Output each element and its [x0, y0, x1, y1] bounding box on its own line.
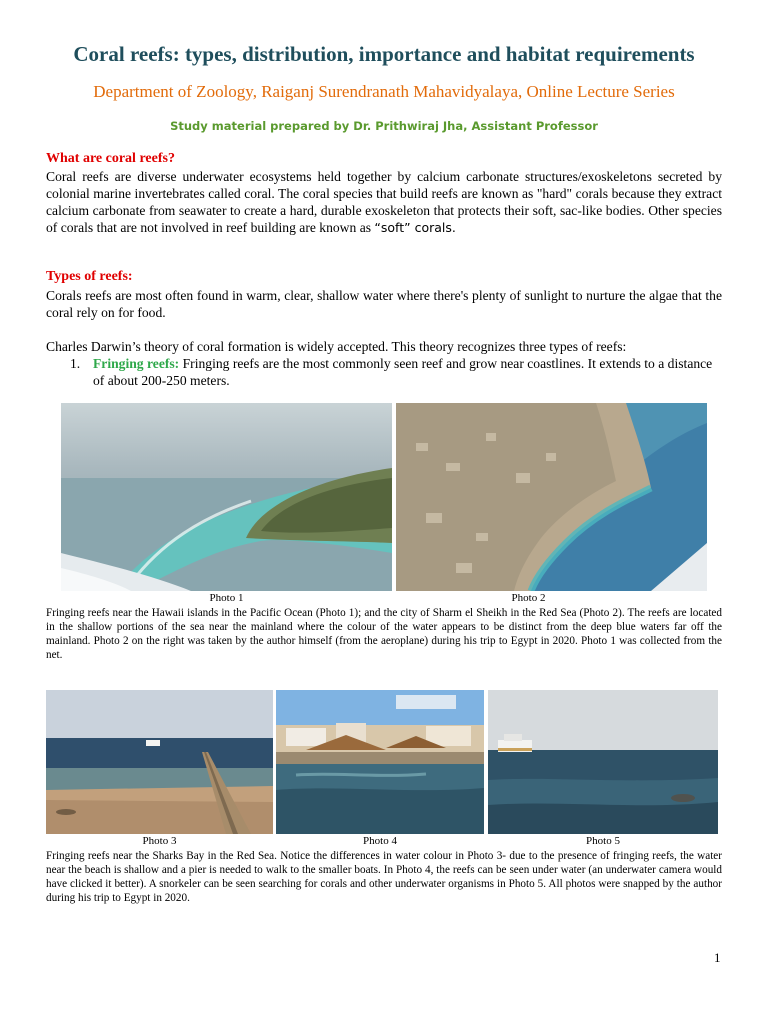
- soft-corals-text: “soft” corals.: [374, 220, 456, 235]
- photo-1-label: Photo 1: [209, 592, 244, 604]
- figure-1-caption: Fringing reefs near the Hawaii islands in the Pacific Ocean (Photo 1); and the city of Sharm el Sheikh in the Red Sea (Photo 2). The reefs are located in the shallow portions of the sea near the mainland where the colour of the water appears to be distinct from the deep blue waters far off the mainland. Photo 2 on the right was taken by the author himself (from the aeroplane) during his trip to Egypt in 2020. Photo 1 was collected from the net.: [46, 607, 722, 661]
- department-subtitle: Department of Zoology, Raiganj Surendranath Mahavidyalaya, Online Lecture Series: [93, 82, 675, 101]
- photo-2-image: [396, 403, 707, 591]
- photo-3-image: [46, 690, 273, 834]
- definition-text: Coral reefs are diverse underwater ecosystems held together by calcium carbonate structures/exoskeletons secreted by colonial marine invertebrates called coral. The coral species that build reefs are known as "hard" corals because they extract calcium carbonate from seawater to create a hard, durable exoskeleton that protects their soft, sac-like bodies. Other species of corals that are not involved in reef building are known as: [46, 169, 722, 235]
- photo-5-image: [488, 690, 718, 834]
- list-item-fringing-reefs: [70, 355, 723, 389]
- figure-2-caption: Fringing reefs near the Sharks Bay in the Red Sea. Notice the differences in water colour in Photo 3- due to the presence of fringing reefs, the water near the beach is shallow and a pier is needed to walk to the smaller boats. In Photo 4, the reefs can be seen under water (an underwater camera would have clicked it better). A snorkeler can be seen searching for corals and other underwater organisms in Photo 5. All photos were snapped by the author during his trip to Egypt in 2020.: [46, 850, 722, 904]
- list-number: 1.: [70, 356, 81, 371]
- darwin-theory-paragraph: Charles Darwin’s theory of coral formation is widely accepted. This theory recognizes three types of reefs:: [46, 339, 627, 354]
- fringing-reefs-description: Fringing reefs are the most commonly seen reef and grow near coastlines. It extends to a distance of about 200-250 meters.: [93, 356, 713, 388]
- page-number: 1: [714, 950, 721, 965]
- section-heading-types-of-reefs: Types of reefs:: [46, 269, 133, 284]
- types-intro-paragraph: Corals reefs are most often found in warm, clear, shallow water where there's plenty of sunlight to nurture the algae that the coral rely on for food.: [46, 288, 722, 320]
- photo-4-image: [276, 690, 484, 834]
- fringing-reefs-term: Fringing reefs:: [93, 356, 180, 371]
- coral-reefs-definition-paragraph: [46, 168, 722, 236]
- photo-1-image: [61, 403, 392, 591]
- photo-3-label: Photo 3: [142, 835, 177, 847]
- section-heading-what-are-coral-reefs: What are coral reefs?: [46, 151, 175, 166]
- photo-2-label: Photo 2: [511, 592, 546, 604]
- document-title: Coral reefs: types, distribution, importance and habitat requirements: [73, 42, 695, 66]
- photo-4-label: Photo 4: [363, 835, 397, 847]
- author-byline: Study material prepared by Dr. Prithwiraj Jha, Assistant Professor: [170, 119, 598, 133]
- photo-5-label: Photo 5: [586, 835, 620, 847]
